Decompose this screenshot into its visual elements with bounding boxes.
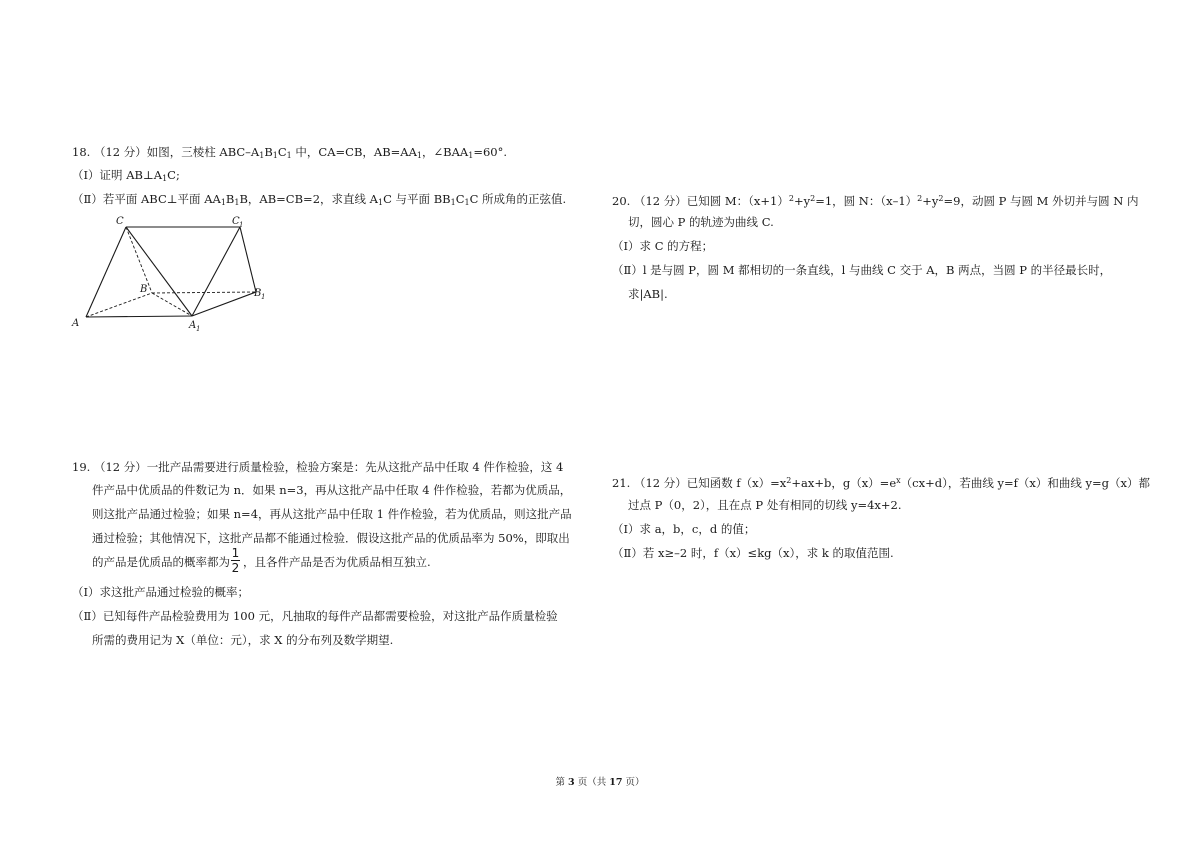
edge-C-A1 bbox=[126, 227, 192, 316]
q21-line2: 过点 P（0，2），且在点 P 处有相同的切线 y=4x+2. bbox=[628, 498, 902, 512]
label-C1: C bbox=[232, 216, 240, 227]
q18-part1: （Ⅰ）证明 $AB\perp A_1C$; bbox=[72, 168, 180, 183]
label-B1: B bbox=[254, 288, 262, 299]
q20-line2: 切，圆心 P 的轨迹为曲线 C. bbox=[628, 215, 774, 229]
page-total: 17 bbox=[609, 777, 623, 788]
label-B: B bbox=[140, 284, 148, 295]
label-A1: A bbox=[189, 320, 197, 331]
fraction-one-half: 1 2 bbox=[231, 546, 240, 575]
edge-A1-C1 bbox=[192, 227, 240, 316]
label-B1-sub: 1 bbox=[261, 293, 266, 301]
page-number: 3 bbox=[568, 777, 575, 788]
q21-part1: （Ⅰ）求 a，b，c，d 的值； bbox=[612, 522, 756, 536]
q19-line1: 19. （12 分）一批产品需要进行质量检验，检验方案是：先从这批产品中任取 4 件作检验，这 4 bbox=[72, 460, 564, 474]
edge-C1-B1 bbox=[240, 227, 256, 292]
q19-line4: 通过检验；其他情况下，这批产品都不能通过检验．假设这批产品的优质品率为 50%，即取出 bbox=[92, 531, 570, 545]
q18-part2: （Ⅱ）若平面 ABC⊥平面 $AA_1B_1B$，AB=CB=2，求直线 $A_1C$ 与平面 $BB_1C_1C$ 所成角的正弦值. bbox=[72, 192, 567, 207]
page-footer: 第 3 页（共 17 页） bbox=[555, 777, 645, 788]
q21-line1: 21. （12 分）已知函数 $f(x)=x^2+ax+b$，$g(x)=e^x(cx+d)$，若曲线 y=f（x）和曲线 y=g（x）都 bbox=[612, 476, 1150, 490]
q19-part1: （Ⅰ）求这批产品通过检验的概率； bbox=[72, 585, 250, 599]
q21-part2: （Ⅱ）若 x≥–2 时，f（x）≤kg（x），求 k 的取值范围. bbox=[612, 546, 894, 560]
q20-part2-line1: （Ⅱ）l 是与圆 P，圆 M 都相切的一条直线，l 与曲线 C 交于 A，B 两点，当圆 P 的半径最长时， bbox=[612, 263, 1112, 277]
q19-line5: 的产品是优质品的概率都为 ，且各件产品是否为优质品相互独立. bbox=[92, 555, 431, 569]
q18-stem: 18. （12 分）如图，三棱柱 ABC–$A_1B_1C_1$ 中，CA=CB，$AB=AA_1$，$\angle BAA_1=60^\circ$. bbox=[72, 145, 507, 160]
q20-line1: 20. （12 分）已知圆 M：$(x+1)^2+y^2=1$，圆 N：$(x-1)^2+y^2=9$，动圆 P 与圆 M 外切并与圆 N 内 bbox=[612, 194, 1139, 208]
edge-A-A1 bbox=[86, 316, 192, 317]
q19-line2: 件产品中优质品的件数记为 n．如果 n=3，再从这批产品中任取 4 件作检验，若都为优质品， bbox=[92, 483, 572, 497]
label-A: A bbox=[72, 318, 80, 329]
edge-B-B1-hidden bbox=[152, 292, 256, 293]
q19-part2-line2: 所需的费用记为 X（单位：元），求 X 的分布列及数学期望. bbox=[92, 633, 394, 647]
q19-line3: 则这批产品通过检验；如果 n=4，再从这批产品中任取 1 件作检验，若为优质品，则这批产品 bbox=[92, 507, 572, 521]
label-C1-sub: 1 bbox=[239, 221, 244, 229]
q19-part2-line1: （Ⅱ）已知每件产品检验费用为 100 元，凡抽取的每件产品都需要检验，对这批产品作质量检验 bbox=[72, 609, 558, 623]
edge-A-B-hidden bbox=[86, 293, 152, 317]
q20-part2-line2: 求|AB|. bbox=[628, 287, 668, 301]
label-C: C bbox=[116, 216, 124, 227]
q20-part1: （Ⅰ）求 C 的方程； bbox=[612, 239, 714, 253]
edge-C-B-hidden bbox=[126, 227, 152, 293]
label-A1-sub: 1 bbox=[196, 325, 201, 333]
edge-A1-B1 bbox=[192, 292, 256, 316]
prism-figure bbox=[68, 210, 278, 335]
edge-B-A1-hidden bbox=[152, 293, 192, 316]
edge-A-C bbox=[86, 227, 126, 317]
